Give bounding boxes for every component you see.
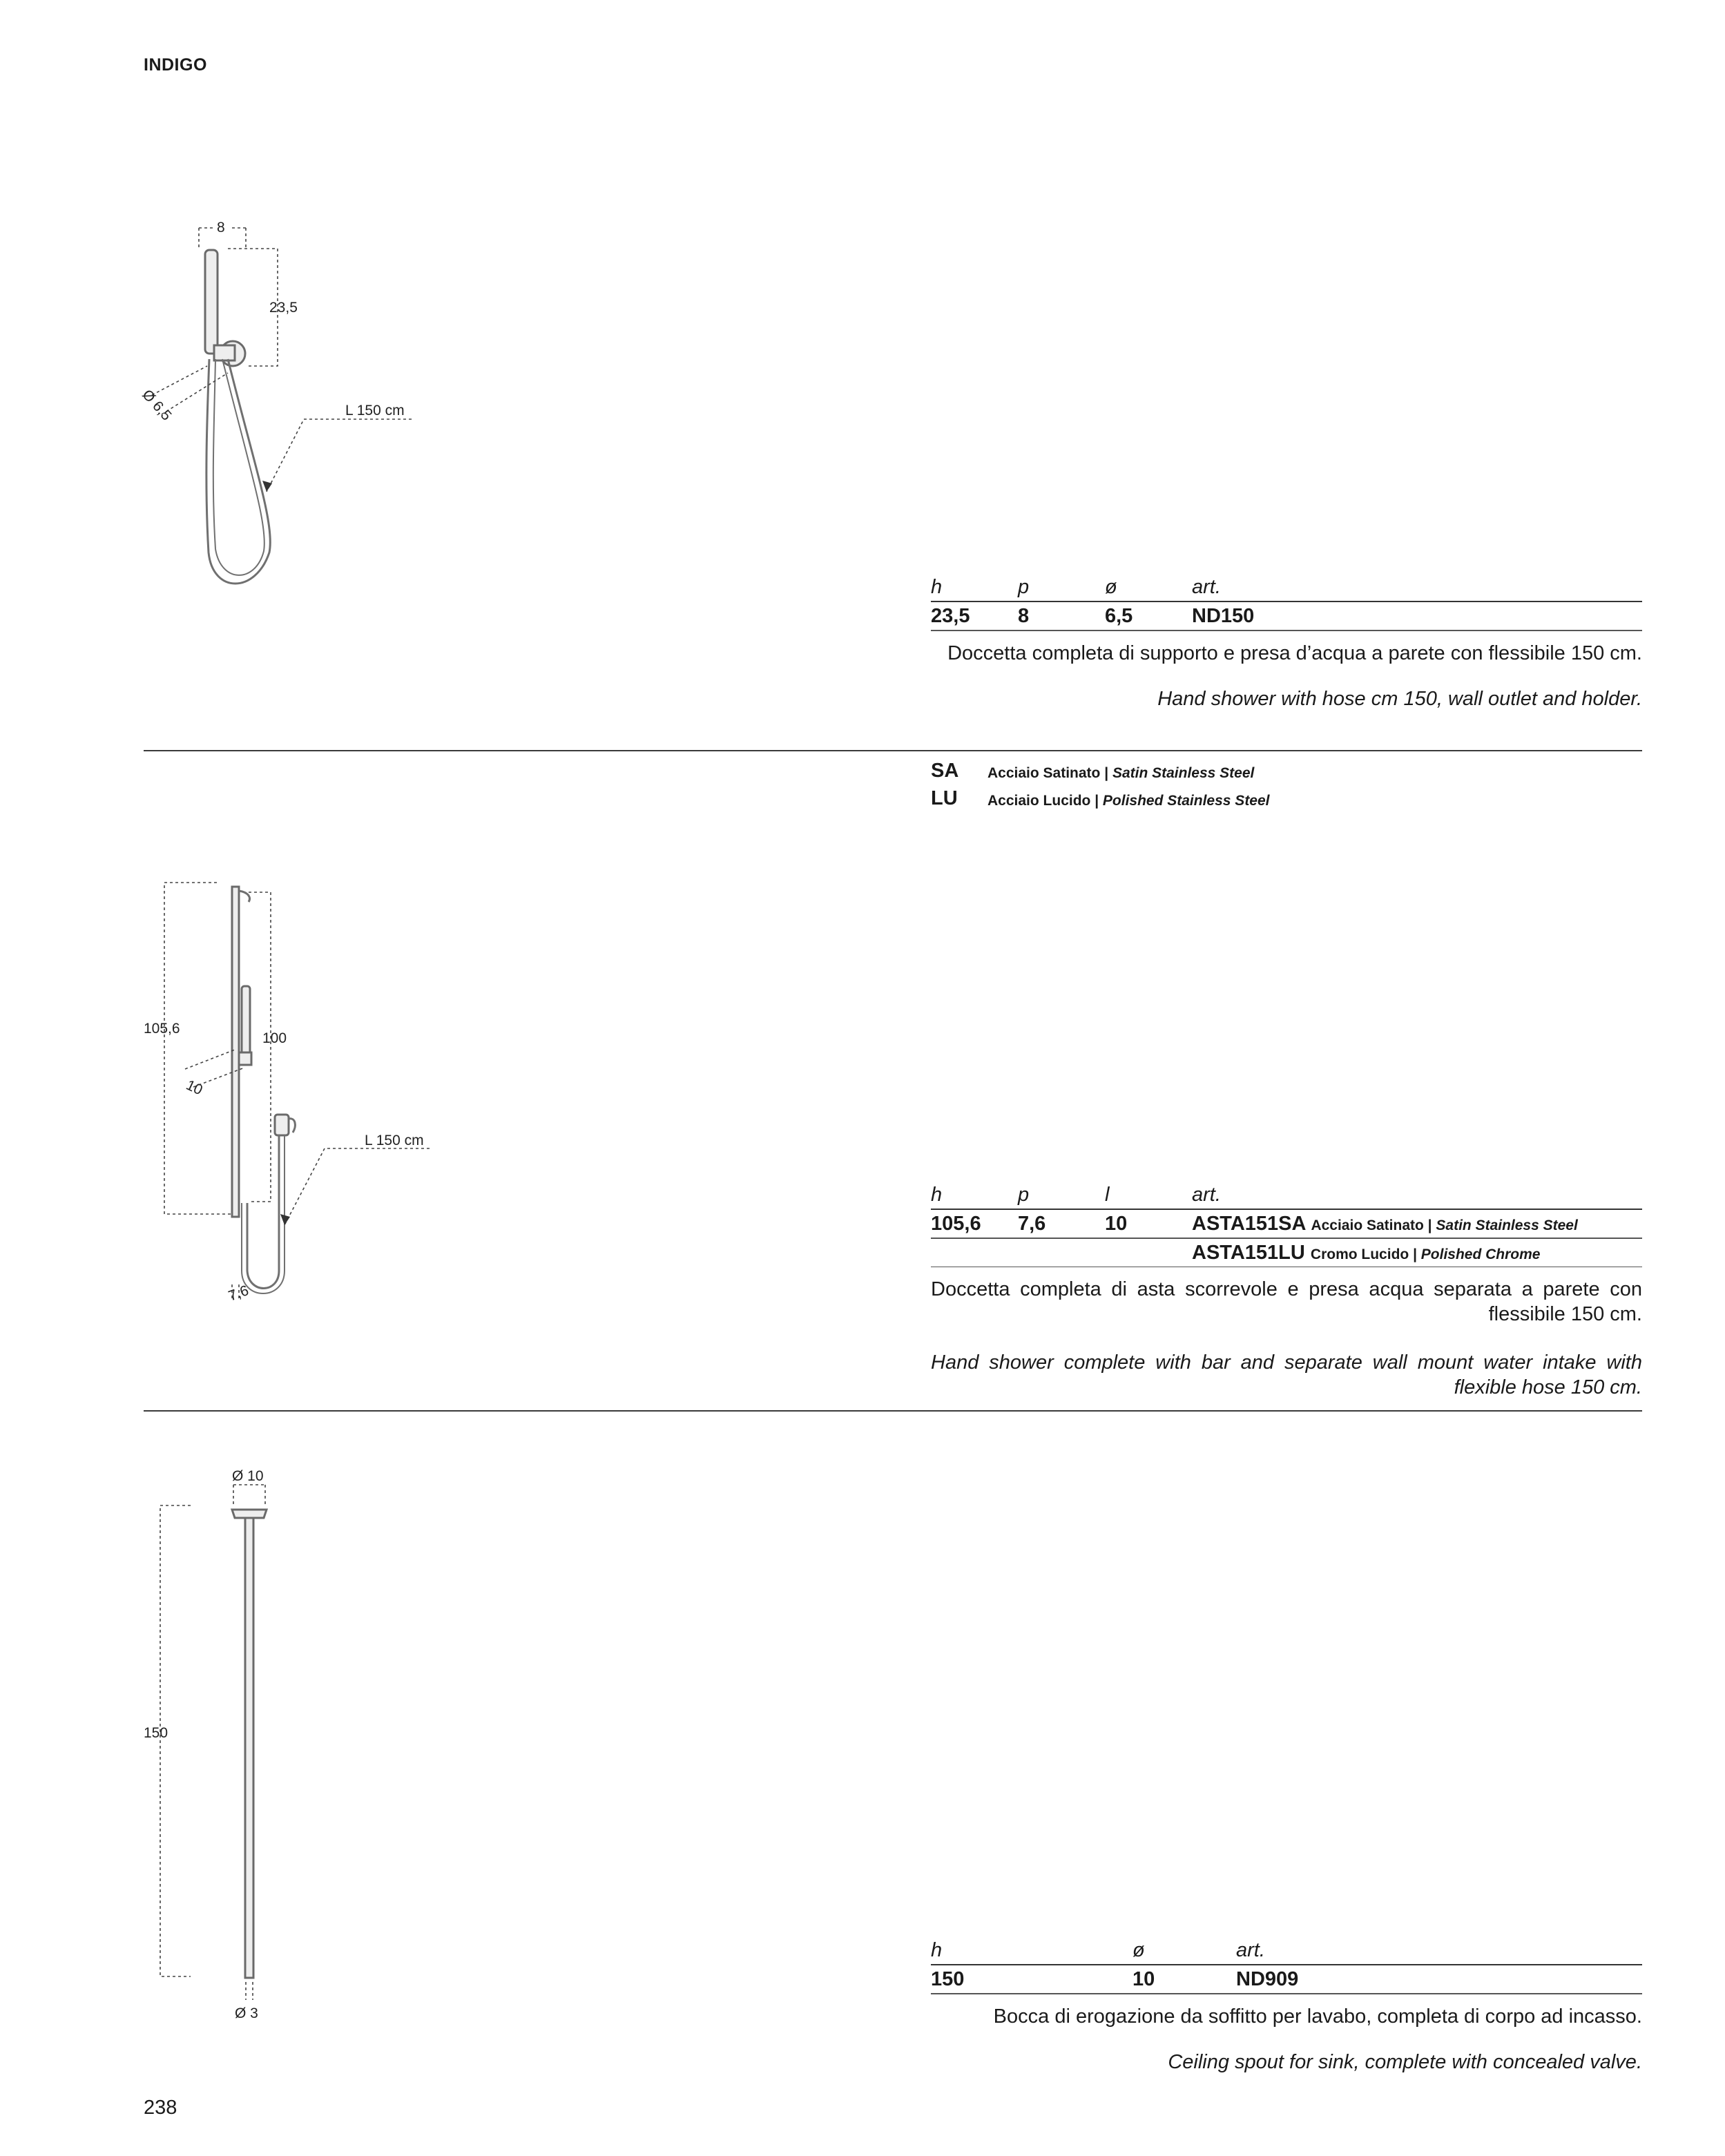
dim-hose-label: L 150 cm — [345, 403, 405, 418]
dim-bar-width-label: 7,6 — [226, 1282, 251, 1305]
table-row: ASTA151LU Cromo Lucido | Polished Chrome — [1192, 1241, 1541, 1264]
shower-bar-drawing — [0, 870, 898, 1326]
section-divider — [144, 750, 1642, 751]
finish-item: SA Acciaio Satinato | Satin Stainless Steel — [931, 760, 1255, 782]
article-code: ND150 — [1192, 605, 1255, 627]
dim-bar-height-label: 100 — [262, 1030, 287, 1046]
article-code: ND909 — [1236, 1968, 1299, 1990]
description-english: Hand shower complete with bar and separate wall mount water intake with flexible hose 150 cm. — [931, 1351, 1642, 1398]
dim-depth-label: 10 — [183, 1077, 205, 1099]
section-divider — [144, 1410, 1642, 1412]
finish-item: LU Acciaio Lucido | Polished Stainless Steel — [931, 787, 1270, 809]
hand-shower-drawing — [0, 207, 898, 608]
ceiling-spout-drawing — [0, 1457, 898, 2030]
article-code: ASTA151SA — [1192, 1213, 1306, 1235]
table-row: 105,6 7,6 10 ASTA151SA Acciaio Satinato | Satin Stainless Steel — [931, 1213, 1578, 1235]
col-diameter: ø — [1105, 576, 1117, 598]
finishes-legend — [931, 760, 1642, 815]
table-header — [931, 573, 1642, 601]
description-english: Hand shower with hose cm 150, wall outlet and holder. — [1157, 687, 1642, 710]
dim-bottom-diameter-label: Ø 3 — [235, 2005, 258, 2021]
description-italian: Doccetta completa di supporto e presa d’acqua a parete con flessibile 150 cm. — [947, 642, 1642, 664]
col-h: h — [931, 576, 943, 598]
page-number: 238 — [144, 2097, 177, 2119]
dim-total-height-label: 105,6 — [144, 1021, 180, 1037]
dim-hose-label: L 150 cm — [365, 1133, 424, 1148]
brand-title: INDIGO — [144, 55, 207, 75]
table-header: h ø art. — [931, 1939, 1265, 1961]
description-english: Ceiling spout for sink, complete with concealed valve. — [1168, 2050, 1642, 2073]
dim-diameter-label: Ø 6,5 — [139, 386, 175, 424]
table-row: 23,5 8 6,5 ND150 — [931, 605, 1255, 627]
col-p: p — [1018, 576, 1030, 598]
spec-table-nd909 — [931, 1936, 1642, 2075]
description-italian: Doccetta completa di asta scorrevole e presa acqua separata a parete con flessibile 150 cm. — [931, 1278, 1642, 1325]
dim-width-label: 8 — [217, 220, 225, 235]
table-header: h p l art. — [931, 1184, 1221, 1206]
spec-table-asta151 — [931, 1181, 1642, 1400]
dim-height-label: 150 — [144, 1725, 168, 1741]
dim-height-label: 23,5 — [269, 300, 298, 316]
spec-table-nd150 — [931, 573, 1642, 711]
table-row: 150 10 ND909 — [931, 1968, 1299, 1990]
col-art: art. — [1192, 576, 1221, 598]
article-code: ASTA151LU — [1192, 1241, 1305, 1264]
dim-top-diameter-label: Ø 10 — [232, 1468, 264, 1484]
description-italian: Bocca di erogazione da soffitto per lavabo, completa di corpo ad incasso. — [993, 2005, 1642, 2028]
